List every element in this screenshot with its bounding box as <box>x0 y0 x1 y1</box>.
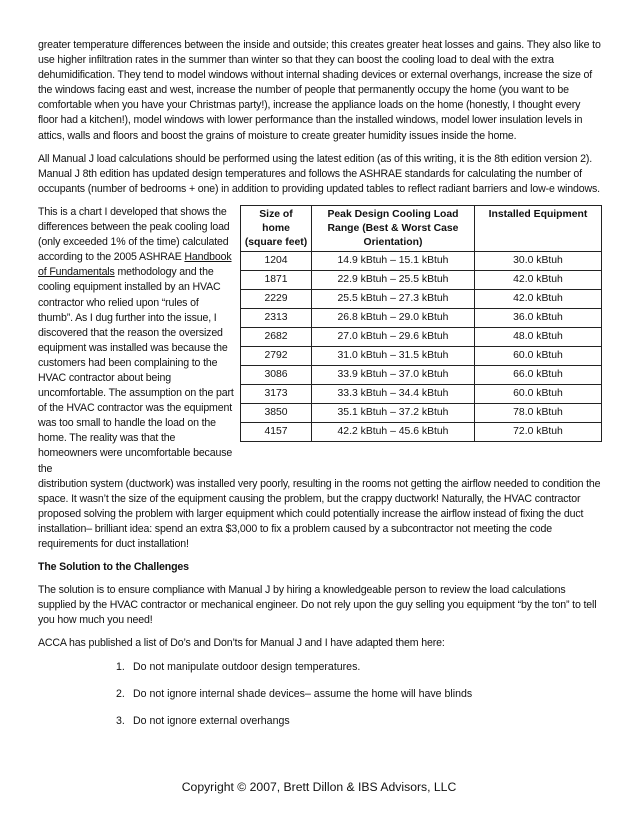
table-row <box>241 422 602 441</box>
paragraph-ductwork: distribution system (ductwork) was installed very poorly, resulting in the rooms not getting the airflow needed to condition the space. It wasn’t the size of the equipment causing the problem, but the crappy ductwork! Naturally, the HVAC contractor proposed solving the problem with larger equipment which could potentially increase the airflow instead of fixing the duct installation– brilliant idea: spend an extra $3,000 to fix a problem caused by a subcontractor not meeting the code requirements for duct installation! <box>38 477 601 550</box>
table-row <box>241 365 602 384</box>
cell-load-range: 22.9 kBtuh – 25.5 kBtuh <box>312 270 475 289</box>
table-row <box>241 308 602 327</box>
header-size-of-home: Size of home (square feet) <box>241 205 312 251</box>
cell-size: 4157 <box>241 422 312 441</box>
table-row <box>241 251 602 270</box>
document-page <box>38 38 602 729</box>
cell-size: 2229 <box>241 289 312 308</box>
cell-load-range: 42.2 kBtuh – 45.6 kBtuh <box>312 422 475 441</box>
cell-size: 2792 <box>241 346 312 365</box>
table-row <box>241 327 602 346</box>
cell-equipment: 66.0 kBtuh <box>475 365 602 384</box>
table-row <box>241 403 602 422</box>
cell-load-range: 25.5 kBtuh – 27.3 kBtuh <box>312 289 475 308</box>
cell-load-range: 26.8 kBtuh – 29.0 kBtuh <box>312 308 475 327</box>
paragraph-solution: The solution is to ensure compliance with Manual J by hiring a knowledgeable person to review the load calculations supplied by the HVAC contractor or mechanical engineer. Do not rely upon the guy selling you equipment “by the ton” to tell you how much you need! <box>38 584 597 627</box>
table-header-row <box>241 205 602 251</box>
cell-size: 2682 <box>241 327 312 346</box>
cell-size: 1871 <box>241 270 312 289</box>
table-row <box>241 346 602 365</box>
list-item: 3. Do not ignore external overhangs <box>116 714 290 727</box>
cell-equipment: 72.0 kBtuh <box>475 422 602 441</box>
cell-load-range: 27.0 kBtuh – 29.6 kBtuh <box>312 327 475 346</box>
cell-size: 2313 <box>241 308 312 327</box>
cell-load-range: 31.0 kBtuh – 31.5 kBtuh <box>312 346 475 365</box>
cell-load-range: 33.3 kBtuh – 34.4 kBtuh <box>312 384 475 403</box>
paragraph-chart-intro: This is a chart I developed that shows the differences between the peak cooling load (only exceeded 1% of the time) calculated according to the 2005 ASHRAE Handbook of Fundamentals methodology and the cooling equipment installed by an HVAC contractor who relied upon “rules of thumb”. As I dug further into the issue, I discovered that the reason the oversized equipment was installed was because the customers had been complaining to the HVAC contractor about being uncomfortable. The assumption on the part of the HVAC contractor was the equipment was too small to handle the load on the home. The reality was that the homeowners were uncomfortable because the <box>38 205 234 475</box>
list-item: 2. Do not ignore internal shade devices– assume the home will have blinds <box>116 687 473 700</box>
dos-donts-list <box>38 660 602 729</box>
cell-size: 1204 <box>241 251 312 270</box>
cell-load-range: 35.1 kBtuh – 37.2 kBtuh <box>312 403 475 422</box>
cell-size: 3173 <box>241 384 312 403</box>
chart-section <box>38 205 602 477</box>
table-row <box>241 289 602 308</box>
paragraph-acca: ACCA has published a list of Do’s and Don’ts for Manual J and I have adapted them here: <box>38 637 445 650</box>
cell-equipment: 60.0 kBtuh <box>475 346 602 365</box>
cell-equipment: 42.0 kBtuh <box>475 270 602 289</box>
cell-equipment: 78.0 kBtuh <box>475 403 602 422</box>
cell-equipment: 60.0 kBtuh <box>475 384 602 403</box>
cell-load-range: 14.9 kBtuh – 15.1 kBtuh <box>312 251 475 270</box>
section-heading: The Solution to the Challenges <box>38 561 189 574</box>
header-installed-equipment: Installed Equipment <box>475 205 602 251</box>
cell-size: 3850 <box>241 403 312 422</box>
cell-equipment: 42.0 kBtuh <box>475 289 602 308</box>
paragraph-window-modeling: greater temperature differences between the inside and outside; this creates greater heat losses and gains. They also like to use higher infiltration rates in the summer than winter so that they can boost the cooling load to deal with the extra dehumidification. They tend to model windows without internal shading devices or external overhangs, increase the size of the windows facing east and west, increase the number of people that permanently occupy the home (you want to be comfortable when you have your Christmas party!), increase the appliance loads on the home (honestly, I thought every floor had a kitchen!), model windows with lower performance than the installed windows, model lower insulation levels in attics, walls and floors and boost the grains of moisture to create greater humidity issues inside the home. <box>38 39 601 142</box>
header-peak-load: Peak Design Cooling Load Range (Best & Worst Case Orientation) <box>312 205 475 251</box>
cell-load-range: 33.9 kBtuh – 37.0 kBtuh <box>312 365 475 384</box>
cell-equipment: 36.0 kBtuh <box>475 308 602 327</box>
cell-size: 3086 <box>241 365 312 384</box>
list-item: 1. Do not manipulate outdoor design temperatures. <box>116 660 361 673</box>
table-row <box>241 270 602 289</box>
copyright-footer: Copyright © 2007, Brett Dillon & IBS Advisors, LLC <box>181 780 457 794</box>
cooling-load-table <box>240 205 602 442</box>
paragraph-manual-j-edition: All Manual J load calculations should be performed using the latest edition (as of this writing, it is the 8th edition version 2). Manual J 8th edition has updated design temperatures and follows the ASHRAE standards for calculating the number of occupants (number of bedrooms + one) in addition to providing updated tables to reflect radiant barriers and low-e windows. <box>38 152 600 195</box>
handbook-title: Handbook of Fundamentals <box>38 251 232 279</box>
table-row <box>241 384 602 403</box>
cell-equipment: 48.0 kBtuh <box>475 327 602 346</box>
cell-equipment: 30.0 kBtuh <box>475 251 602 270</box>
